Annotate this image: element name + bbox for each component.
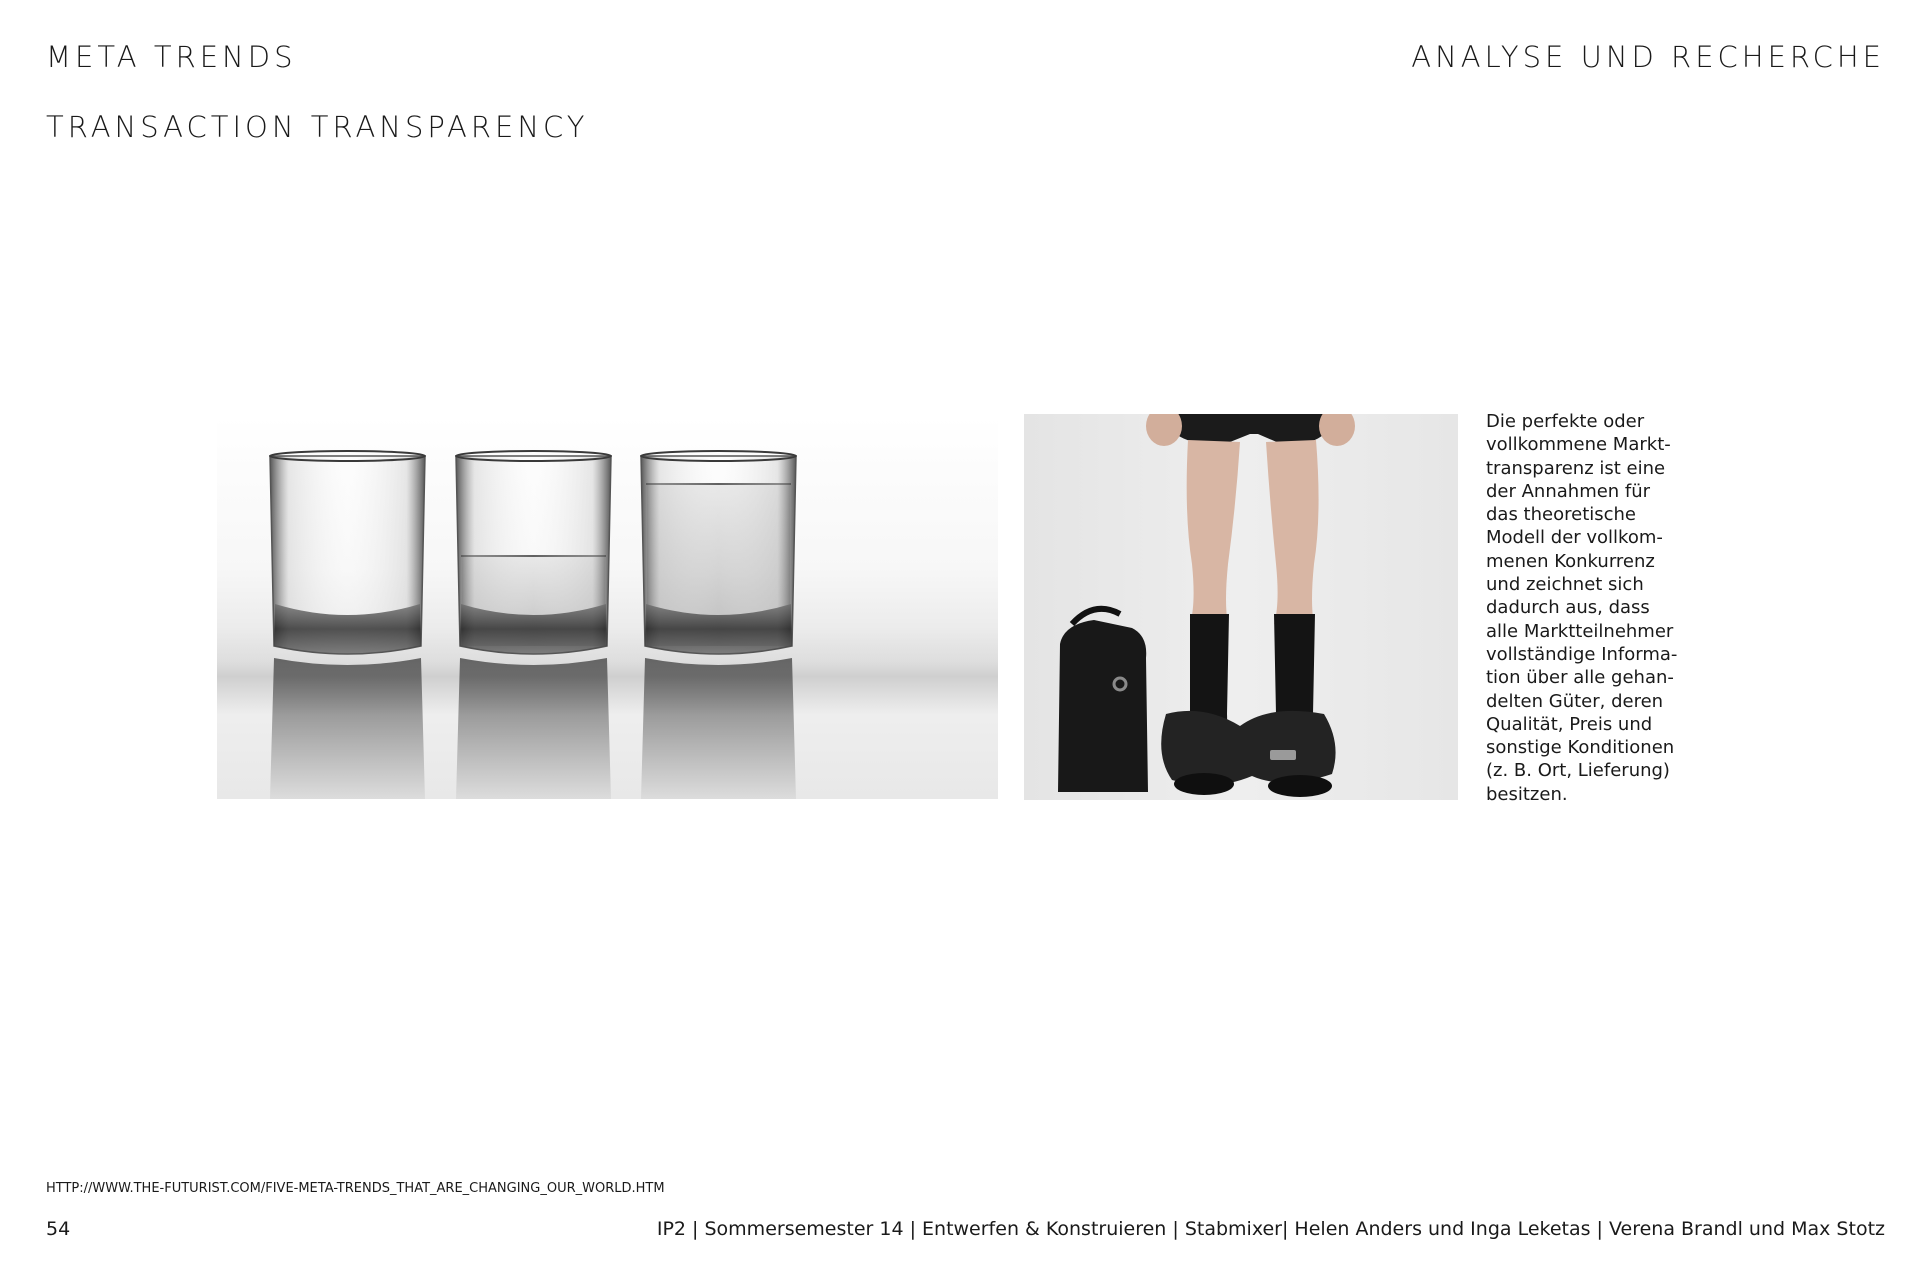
right-hand (1319, 414, 1355, 446)
briefcase (1058, 620, 1148, 792)
footer-credits: IP2 | Sommersemester 14 | Entwerfen & Konstruieren | Stabmixer| Helen Anders und Inga Leketas | Verena Brandl und Max Stotz (656, 1218, 1885, 1240)
glass-reflection (456, 658, 611, 799)
section-title: META TRENDS (46, 40, 297, 74)
right-shoe (1268, 775, 1332, 797)
left-leg (1187, 440, 1240, 624)
dropped-trousers (1161, 711, 1335, 785)
glass-reflection (641, 658, 796, 799)
glasses-photo (217, 416, 998, 799)
glasses-illustration (217, 416, 998, 799)
page-subtitle: TRANSACTION TRANSPARENCY (46, 110, 589, 144)
man-illustration (1024, 414, 1458, 800)
left-shoe (1174, 773, 1234, 795)
glass-reflection (270, 658, 425, 799)
man-photo (1024, 414, 1458, 800)
body-paragraph: Die perfekte oder vollkommene Markt- transparenz ist eine der Annahmen für das theoretische Modell der vollkom- menen Konkurrenz und zeichnet sich dadurch aus, dass alle Marktteilnehmer vollständige Informa- tion über alle gehan- delten Güter, deren Qualität, Preis und sonstige Konditionen (z. B. Ort, Lieferung) besitzen. (1486, 411, 1678, 805)
belt-buckle (1270, 750, 1296, 760)
chapter-title: ANALYSE UND RECHERCHE (1411, 40, 1885, 74)
source-link[interactable]: HTTP://WWW.THE-FUTURIST.COM/FIVE-META-TRENDS_THAT_ARE_CHANGING_OUR_WORLD.HTM (46, 1181, 665, 1196)
page-number: 54 (46, 1218, 71, 1240)
left-hand (1146, 414, 1182, 446)
right-leg (1266, 440, 1319, 624)
